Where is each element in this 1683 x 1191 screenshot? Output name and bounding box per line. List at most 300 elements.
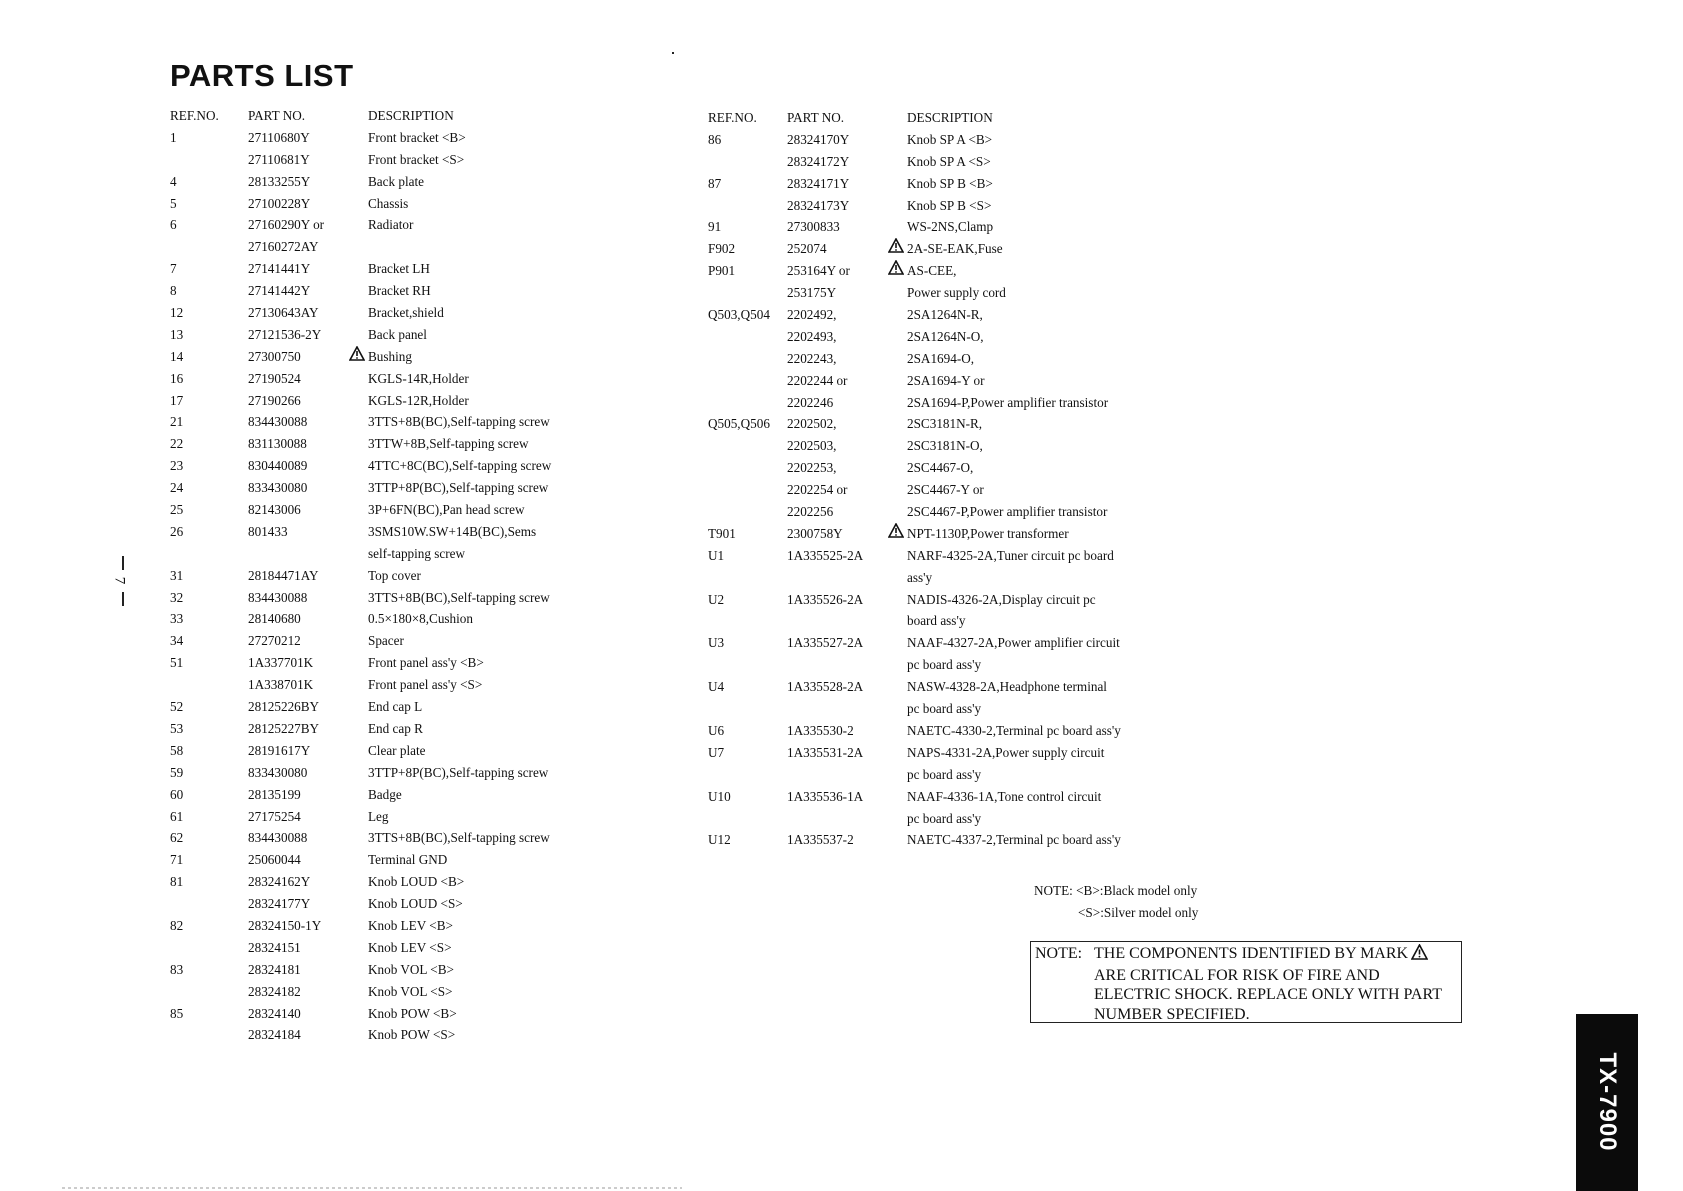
table-row [708, 260, 1168, 282]
desc-cell: KGLS-12R,Holder [368, 392, 469, 408]
ref-cell: 26 [170, 523, 184, 539]
desc-cell: Leg [368, 808, 389, 824]
table-row [170, 1003, 590, 1025]
part-cell: 27160272AY [248, 239, 319, 255]
ref-cell: 5 [170, 195, 177, 211]
ref-cell: 32 [170, 589, 184, 605]
desc-cell: 2SA1264N-O, [907, 328, 984, 344]
part-cell: 2202246 [787, 394, 834, 410]
part-cell: 28324140 [248, 1005, 301, 1021]
part-cell: 801433 [248, 523, 288, 539]
ref-cell: 34 [170, 633, 184, 649]
desc-cell: 2SC4467-P,Power amplifier transistor [907, 504, 1108, 520]
part-cell: 253175Y [787, 285, 837, 301]
part-cell: 28184471AY [248, 567, 319, 583]
ref-cell: 53 [170, 720, 184, 736]
part-cell: 834430088 [248, 414, 308, 430]
ref-cell: 83 [170, 961, 184, 977]
ref-cell: Q505,Q506 [708, 416, 770, 432]
desc-cell: 3TTS+8B(BC),Self-tapping screw [368, 414, 550, 430]
table-row [708, 523, 1168, 545]
desc-cell: WS-2NS,Clamp [907, 219, 994, 235]
part-cell: 27190266 [248, 392, 301, 408]
desc-cell: ass'y [907, 569, 933, 585]
part-cell: 27300750 [248, 348, 301, 364]
table-body [708, 129, 1168, 851]
ref-cell: U4 [708, 679, 725, 695]
ref-cell: 4 [170, 173, 177, 189]
scan-artifact [62, 1187, 682, 1189]
table-row [708, 282, 1168, 304]
warning-triangle-icon [1411, 944, 1428, 966]
table-row [708, 216, 1168, 238]
desc-cell: pc board ass'y [907, 657, 982, 673]
table-row [708, 698, 1168, 720]
table-row [170, 346, 590, 368]
ref-cell: 13 [170, 326, 184, 342]
part-cell: 1A335527-2A [787, 635, 864, 651]
table-row [708, 676, 1168, 698]
desc-cell: 3TTS+8B(BC),Self-tapping screw [368, 830, 550, 846]
parts-table-left [170, 105, 590, 1046]
desc-cell: Top cover [368, 567, 421, 583]
desc-cell: Knob SP A <B> [907, 131, 993, 147]
table-row [170, 565, 590, 587]
desc-cell: Front bracket <B> [368, 129, 466, 145]
table-row [170, 893, 590, 915]
ref-cell: 21 [170, 414, 184, 430]
part-cell: 830440089 [248, 458, 308, 474]
table-row [170, 324, 590, 346]
desc-cell: Back panel [368, 326, 427, 342]
part-cell: 28324150-1Y [248, 917, 322, 933]
table-row [170, 762, 590, 784]
desc-cell: NAAF-4336-1A,Tone control circuit [907, 788, 1102, 804]
desc-cell: NAETC-4337-2,Terminal pc board ass'y [907, 832, 1121, 848]
part-cell: 28125227BY [248, 720, 320, 736]
ref-cell: T901 [708, 525, 736, 541]
part-cell: 25060044 [248, 852, 301, 868]
part-cell: 1A335530-2 [787, 722, 854, 738]
warning-triangle-icon [888, 523, 904, 538]
part-cell: 28324171Y [787, 175, 850, 191]
ref-cell: 8 [170, 283, 177, 299]
ref-cell: 60 [170, 786, 184, 802]
table-row [170, 587, 590, 609]
table-row [170, 959, 590, 981]
desc-cell: Knob POW <B> [368, 1005, 457, 1021]
part-cell: 27300833 [787, 219, 840, 235]
table-header [170, 105, 590, 127]
warning-triangle-icon [888, 260, 904, 275]
table-row [708, 457, 1168, 479]
part-cell: 2202502, [787, 416, 837, 432]
ref-cell: 33 [170, 611, 184, 627]
table-row [708, 589, 1168, 611]
desc-cell: Knob SP A <S> [907, 153, 991, 169]
ref-cell: 71 [170, 852, 184, 868]
table-row [170, 455, 590, 477]
desc-cell: 3SMS10W.SW+14B(BC),Sems [368, 523, 537, 539]
desc-cell: NAPS-4331-2A,Power supply circuit [907, 744, 1105, 760]
part-cell: 28324170Y [787, 131, 850, 147]
ref-cell: 62 [170, 830, 184, 846]
table-row [170, 543, 590, 565]
desc-cell: NAETC-4330-2,Terminal pc board ass'y [907, 722, 1121, 738]
desc-cell: 2SA1694-P,Power amplifier transistor [907, 394, 1109, 410]
warning-text-line1: THE COMPONENTS IDENTIFIED BY MARK [1094, 945, 1409, 962]
desc-cell: 2SA1264N-R, [907, 307, 983, 323]
ref-cell: U2 [708, 591, 725, 607]
table-row [170, 630, 590, 652]
table-row [708, 479, 1168, 501]
part-cell: 1A335525-2A [787, 547, 864, 563]
part-cell: 28324184 [248, 1027, 301, 1043]
part-cell: 28125226BY [248, 699, 320, 715]
ref-cell: 7 [170, 261, 177, 277]
part-cell: 253164Y or [787, 263, 850, 279]
part-cell: 28324173Y [787, 197, 850, 213]
table-row [708, 326, 1168, 348]
table-row [708, 173, 1168, 195]
table-row [708, 392, 1168, 414]
part-cell: 27141442Y [248, 283, 311, 299]
desc-cell: board ass'y [907, 613, 966, 629]
desc-cell: 2SC3181N-R, [907, 416, 983, 432]
part-cell: 28324172Y [787, 153, 850, 169]
table-row [708, 413, 1168, 435]
page-title: PARTS LIST [170, 58, 354, 93]
table-row [170, 740, 590, 762]
ref-cell: 17 [170, 392, 184, 408]
warning-triangle-icon [349, 346, 365, 361]
ref-cell: 52 [170, 699, 184, 715]
header-ref: REF.NO. [170, 108, 219, 123]
desc-cell: 3TTW+8B,Self-tapping screw [368, 436, 529, 452]
part-cell: 28140680 [248, 611, 301, 627]
desc-cell: 3TTP+8P(BC),Self-tapping screw [368, 764, 549, 780]
safety-warning-box [1030, 941, 1462, 1023]
desc-cell: KGLS-14R,Holder [368, 370, 469, 386]
table-row [708, 195, 1168, 217]
table-row [708, 304, 1168, 326]
part-cell: 2202253, [787, 460, 837, 476]
ref-cell: 51 [170, 655, 184, 671]
desc-cell: Spacer [368, 633, 404, 649]
model-tab-label: TX-7900 [1594, 1052, 1621, 1152]
desc-cell: 4TTC+8C(BC),Self-tapping screw [368, 458, 552, 474]
desc-cell: 2SA1694-O, [907, 350, 975, 366]
desc-cell: pc board ass'y [907, 810, 982, 826]
part-cell: 28324181 [248, 961, 301, 977]
desc-cell: pc board ass'y [907, 766, 982, 782]
desc-cell: Knob SP B <B> [907, 175, 993, 191]
table-row [170, 411, 590, 433]
part-cell: 2300758Y [787, 525, 843, 541]
desc-cell: Back plate [368, 173, 425, 189]
desc-cell: Front bracket <S> [368, 151, 465, 167]
desc-cell: Power supply cord [907, 285, 1006, 301]
table-row [170, 806, 590, 828]
ref-cell: 86 [708, 131, 722, 147]
table-row [170, 1024, 590, 1046]
part-cell: 82143006 [248, 502, 301, 518]
table-row [170, 981, 590, 1003]
warning-text-line2: ARE CRITICAL FOR RISK OF FIRE AND ELECTRIC SHOCK. REPLACE ONLY WITH PART NUMBER SPECIFIED. [1094, 966, 1442, 1023]
desc-cell: Knob VOL <S> [368, 983, 453, 999]
ref-cell: 58 [170, 742, 184, 758]
table-row [170, 302, 590, 324]
table-row [708, 808, 1168, 830]
ref-cell: U10 [708, 788, 731, 804]
ref-cell: 59 [170, 764, 184, 780]
desc-cell: Bracket RH [368, 283, 431, 299]
ref-cell: U3 [708, 635, 725, 651]
part-cell: 1A337701K [248, 655, 314, 671]
desc-cell: 2SC3181N-O, [907, 438, 983, 454]
desc-cell: NPT-1130P,Power transformer [907, 525, 1069, 541]
part-cell: 1A335526-2A [787, 591, 864, 607]
table-row [708, 129, 1168, 151]
ref-cell: F902 [708, 241, 736, 257]
part-cell: 27130643AY [248, 305, 319, 321]
table-row [170, 849, 590, 871]
part-cell: 1A335531-2A [787, 744, 864, 760]
part-cell: 833430080 [248, 764, 308, 780]
ref-cell: 22 [170, 436, 184, 452]
header-part: PART NO. [787, 110, 845, 125]
ref-cell: 1 [170, 129, 177, 145]
desc-cell: NAAF-4327-2A,Power amplifier circuit [907, 635, 1120, 651]
part-cell: 2202243, [787, 350, 837, 366]
ref-cell: 25 [170, 502, 184, 518]
desc-cell: Bushing [368, 348, 412, 364]
desc-cell: End cap L [368, 699, 423, 715]
table-row [170, 258, 590, 280]
ref-cell: 61 [170, 808, 184, 824]
header-ref: REF.NO. [708, 110, 757, 125]
part-cell: 833430080 [248, 480, 308, 496]
part-cell: 27100228Y [248, 195, 311, 211]
model-tab [1576, 1014, 1638, 1191]
warning-text [1094, 944, 1460, 1024]
ref-cell: 87 [708, 175, 722, 191]
page-number-dash-top [122, 556, 124, 570]
ref-cell: 24 [170, 480, 184, 496]
table-row [708, 370, 1168, 392]
warning-triangle-icon [888, 238, 904, 253]
model-notes [1034, 880, 1198, 924]
part-cell: 2202256 [787, 504, 834, 520]
table-row [170, 193, 590, 215]
desc-cell: 0.5×180×8,Cushion [368, 611, 473, 627]
desc-cell: Front panel ass'y <S> [368, 677, 483, 693]
desc-cell: Knob LOUD <B> [368, 874, 465, 890]
desc-cell: Knob SP B <S> [907, 197, 992, 213]
table-row [170, 368, 590, 390]
table-row [170, 521, 590, 543]
ref-cell: 82 [170, 917, 184, 933]
desc-cell: 2SA1694-Y or [907, 372, 985, 388]
part-cell: 252074 [787, 241, 827, 257]
table-row [170, 149, 590, 171]
part-cell: 28324177Y [248, 896, 311, 912]
desc-cell: self-tapping screw [368, 545, 466, 561]
desc-cell: NADIS-4326-2A,Display circuit pc [907, 591, 1096, 607]
part-cell: 831130088 [248, 436, 307, 452]
table-row [708, 348, 1168, 370]
table-row [708, 501, 1168, 523]
ref-cell: U1 [708, 547, 725, 563]
ref-cell: 23 [170, 458, 184, 474]
table-row [708, 720, 1168, 742]
ref-cell: 31 [170, 567, 184, 583]
part-cell: 28324182 [248, 983, 301, 999]
table-row [708, 238, 1168, 260]
table-row [708, 764, 1168, 786]
table-row [170, 280, 590, 302]
desc-cell: Bracket,shield [368, 305, 444, 321]
part-cell: 834430088 [248, 589, 308, 605]
part-cell: 1A335528-2A [787, 679, 864, 695]
desc-cell: Knob LEV <S> [368, 939, 452, 955]
table-row [170, 608, 590, 630]
page-number [112, 556, 142, 606]
part-cell: 28324151 [248, 939, 301, 955]
ref-cell: U7 [708, 744, 725, 760]
ref-cell: U6 [708, 722, 725, 738]
part-cell: 27160290Y or [248, 217, 325, 233]
table-row [708, 786, 1168, 808]
table-row [708, 654, 1168, 676]
table-row [708, 632, 1168, 654]
part-cell: 28324162Y [248, 874, 311, 890]
part-cell: 2202503, [787, 438, 837, 454]
desc-cell: 3TTS+8B(BC),Self-tapping screw [368, 589, 550, 605]
part-cell: 27190524 [248, 370, 301, 386]
desc-cell: Chassis [368, 195, 409, 211]
part-cell: 27110681Y [248, 151, 310, 167]
page-number-dash-bottom [122, 592, 124, 606]
desc-cell: NARF-4325-2A,Tuner circuit pc board [907, 547, 1114, 563]
desc-cell: Knob LOUD <S> [368, 896, 463, 912]
ref-cell: 12 [170, 305, 184, 321]
desc-cell: 2A-SE-EAK,Fuse [907, 241, 1003, 257]
table-row [170, 127, 590, 149]
part-cell: 2202244 or [787, 372, 848, 388]
ref-cell: U12 [708, 832, 731, 848]
scan-speck [672, 52, 674, 54]
table-row [170, 871, 590, 893]
desc-cell: Clear plate [368, 742, 426, 758]
table-row [170, 652, 590, 674]
desc-cell: Radiator [368, 217, 414, 233]
page-number-digit: 7 [111, 576, 128, 585]
note-black: NOTE: <B>:Black model only [1034, 883, 1198, 898]
table-row [708, 545, 1168, 567]
table-row [708, 567, 1168, 589]
table-row [170, 433, 590, 455]
table-row [708, 742, 1168, 764]
part-cell: 28133255Y [248, 173, 311, 189]
part-cell: 1A338701K [248, 677, 314, 693]
warning-label: NOTE: [1035, 945, 1083, 962]
table-header [708, 107, 1168, 129]
part-cell: 2202493, [787, 328, 837, 344]
table-row [170, 499, 590, 521]
part-cell: 1A335537-2 [787, 832, 854, 848]
part-cell: 28191617Y [248, 742, 311, 758]
ref-cell: 81 [170, 874, 184, 890]
ref-cell: 16 [170, 370, 184, 386]
part-cell: 27175254 [248, 808, 301, 824]
part-cell: 834430088 [248, 830, 308, 846]
part-cell: 27270212 [248, 633, 301, 649]
table-row [170, 390, 590, 412]
desc-cell: Front panel ass'y <B> [368, 655, 484, 671]
desc-cell: End cap R [368, 720, 423, 736]
ref-cell: 85 [170, 1005, 184, 1021]
part-cell: 27121536-2Y [248, 326, 322, 342]
table-row [708, 151, 1168, 173]
desc-cell: Knob POW <S> [368, 1027, 456, 1043]
part-cell: 2202492, [787, 307, 837, 323]
header-part: PART NO. [248, 108, 306, 123]
header-desc: DESCRIPTION [907, 110, 993, 125]
header-desc: DESCRIPTION [368, 108, 454, 123]
desc-cell: Knob LEV <B> [368, 917, 453, 933]
desc-cell: 2SC4467-Y or [907, 482, 984, 498]
part-cell: 27110680Y [248, 129, 310, 145]
parts-table-right [708, 107, 1168, 851]
table-row [170, 171, 590, 193]
table-row [170, 718, 590, 740]
note-silver: <S>:Silver model only [1078, 905, 1199, 920]
ref-cell: 6 [170, 217, 177, 233]
desc-cell: pc board ass'y [907, 701, 982, 717]
table-row [170, 915, 590, 937]
part-cell: 2202254 or [787, 482, 848, 498]
table-row [708, 435, 1168, 457]
table-row [170, 214, 590, 236]
desc-cell: Knob VOL <B> [368, 961, 454, 977]
ref-cell: Q503,Q504 [708, 307, 770, 323]
table-row [170, 477, 590, 499]
ref-cell: 91 [708, 219, 722, 235]
ref-cell: 14 [170, 348, 184, 364]
desc-cell: NASW-4328-2A,Headphone terminal [907, 679, 1107, 695]
table-body [170, 127, 590, 1046]
desc-cell: AS-CEE, [907, 263, 957, 279]
desc-cell: 3P+6FN(BC),Pan head screw [368, 502, 525, 518]
table-row [170, 236, 590, 258]
table-row [170, 827, 590, 849]
table-row [170, 784, 590, 806]
desc-cell: Bracket LH [368, 261, 430, 277]
table-row [170, 674, 590, 696]
desc-cell: Badge [368, 786, 402, 802]
part-cell: 27141441Y [248, 261, 311, 277]
part-cell: 28135199 [248, 786, 301, 802]
desc-cell: Terminal GND [368, 852, 448, 868]
part-cell: 1A335536-1A [787, 788, 864, 804]
table-row [708, 610, 1168, 632]
table-row [170, 937, 590, 959]
table-row [170, 696, 590, 718]
table-row [708, 829, 1168, 851]
ref-cell: P901 [708, 263, 736, 279]
desc-cell: 2SC4467-O, [907, 460, 974, 476]
